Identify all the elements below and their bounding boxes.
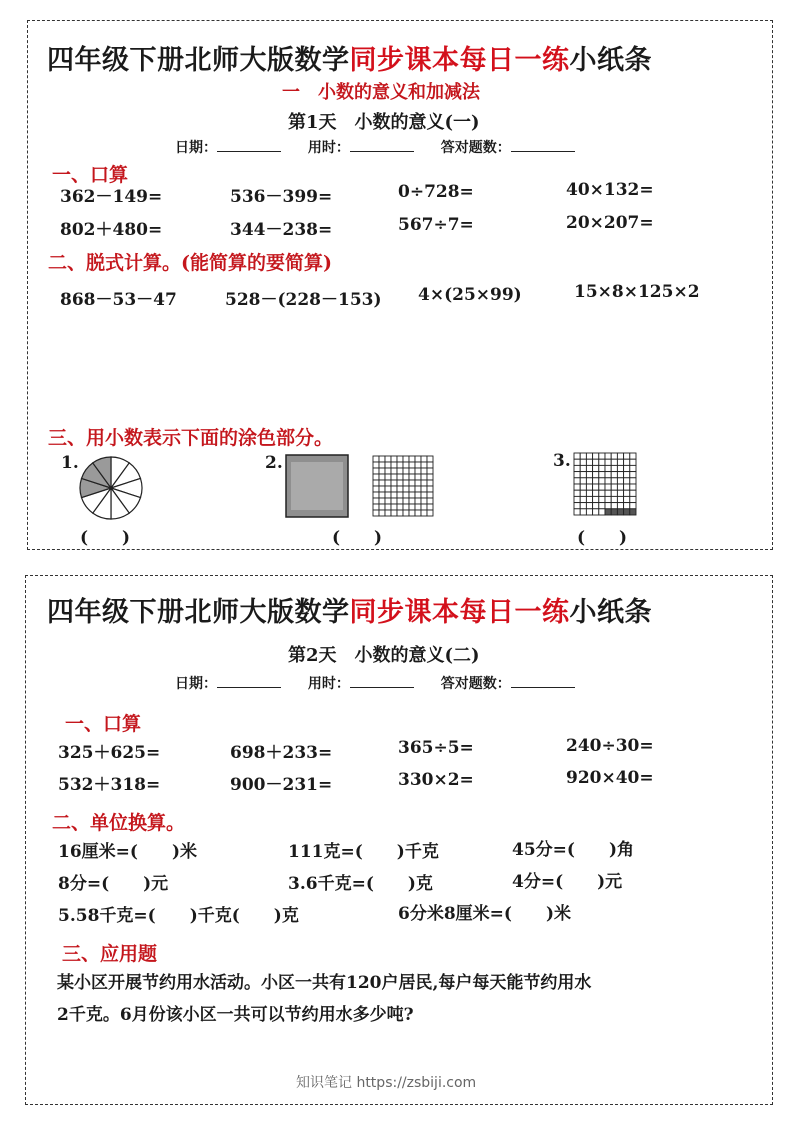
grid-cell [409, 492, 415, 498]
grid-cell [385, 468, 391, 474]
grid-cell [580, 453, 586, 459]
grid-cell [593, 496, 599, 502]
grid-cell [403, 480, 409, 486]
grid-cell [586, 453, 592, 459]
grid-cell [611, 465, 617, 471]
grid-cell [611, 490, 617, 496]
grid-cell [630, 484, 636, 490]
grid-cell [574, 459, 580, 465]
grid-cell [397, 510, 403, 516]
correct-count-label: 答对题数： [440, 676, 511, 692]
grid-cell [617, 465, 623, 471]
grid-cell [586, 509, 592, 515]
oral-problem: 532＋318= [58, 775, 161, 795]
oral-problem: 0÷728= [398, 182, 474, 202]
grid-cell [611, 459, 617, 465]
conversion-problem: 5.58千克=( )千克( )克 [58, 906, 299, 926]
grid-cell [379, 510, 385, 516]
conversion-problem: 8分=( )元 [58, 874, 169, 894]
grid-cell [593, 503, 599, 509]
fully-shaded-square-figure [285, 454, 349, 518]
grid-cell [385, 498, 391, 504]
grid-cell [605, 496, 611, 502]
grid-cell [611, 472, 617, 478]
grid-cell [630, 496, 636, 502]
time-blank[interactable] [350, 675, 414, 688]
grid-cell [605, 478, 611, 484]
grid-cell [599, 509, 605, 515]
figure-label-2: 2. [265, 453, 283, 473]
grid-cell [379, 492, 385, 498]
grid-cell [391, 456, 397, 462]
grid-cell [379, 498, 385, 504]
conversion-problem: 6分米8厘米=( )米 [398, 904, 571, 924]
grid-cell [593, 459, 599, 465]
grid-cell [605, 509, 611, 515]
grid-cell [403, 498, 409, 504]
grid-cell [611, 509, 617, 515]
oral-problem: 698＋233= [230, 743, 333, 763]
unit-title: 一 小数的意义和加减法 [282, 82, 480, 103]
grid-cell [599, 472, 605, 478]
grid-cell [593, 465, 599, 471]
day1-meta-row [175, 137, 575, 157]
grid-cell [605, 472, 611, 478]
grid-cell [373, 480, 379, 486]
conversion-problem: 16厘米=( )米 [58, 842, 197, 862]
grid-cell [624, 465, 630, 471]
word-problem-line-2: 2千克。6月份该小区一共可以节约用水多少吨? [57, 1005, 414, 1025]
grid-cell [605, 453, 611, 459]
grid-cell [586, 490, 592, 496]
grid-cell [403, 468, 409, 474]
grid-cell [391, 462, 397, 468]
stepwise-problem: 15×8×125×2 [574, 282, 700, 302]
grid-cell [574, 484, 580, 490]
grid-cell [421, 468, 427, 474]
oral-problem: 344－238= [230, 220, 333, 240]
oral-problem: 40×132= [566, 180, 654, 200]
oral-problem: 567÷7= [398, 215, 474, 235]
grid-cell [391, 468, 397, 474]
grid-cell [373, 510, 379, 516]
grid-cell [580, 472, 586, 478]
grid-cell [385, 486, 391, 492]
grid-cell [397, 492, 403, 498]
hundred-grid-figure [372, 455, 434, 517]
correct-count-blank[interactable] [511, 139, 575, 152]
grid-cell [630, 490, 636, 496]
grid-cell [427, 486, 433, 492]
grid-cell [630, 453, 636, 459]
stepwise-problem: 4×(25×99) [418, 285, 522, 305]
grid-cell [586, 503, 592, 509]
grid-cell [409, 510, 415, 516]
grid-cell [427, 462, 433, 468]
grid-cell [427, 468, 433, 474]
grid-cell [421, 492, 427, 498]
grid-cell [593, 490, 599, 496]
grid-cell [397, 468, 403, 474]
conversion-problem: 4分=( )元 [512, 872, 623, 892]
grid-cell [391, 510, 397, 516]
grid-cell [373, 462, 379, 468]
grid-cell [611, 496, 617, 502]
grid-cell [373, 456, 379, 462]
grid-cell [397, 480, 403, 486]
grid-cell [605, 484, 611, 490]
grid-cell [427, 492, 433, 498]
grid-cell [580, 484, 586, 490]
grid-cell [409, 474, 415, 480]
grid-cell [409, 498, 415, 504]
day1-title-red: 同步课本每日一练 [349, 45, 570, 76]
correct-count-blank[interactable] [511, 675, 575, 688]
grid-cell [427, 498, 433, 504]
grid-cell [580, 503, 586, 509]
grid-cell [415, 510, 421, 516]
grid-cell [599, 490, 605, 496]
grid-cell [391, 486, 397, 492]
grid-cell [574, 490, 580, 496]
grid-cell [624, 484, 630, 490]
grid-cell [421, 456, 427, 462]
grid-cell [599, 465, 605, 471]
grid-cell [630, 509, 636, 515]
grid-cell [397, 504, 403, 510]
oral-problem: 920×40= [566, 768, 654, 788]
grid-cell [617, 509, 623, 515]
grid-cell [385, 456, 391, 462]
grid-cell [415, 498, 421, 504]
date-label: 日期： [175, 140, 217, 156]
grid-cell [415, 480, 421, 486]
grid-cell [391, 492, 397, 498]
day1-title-black: 四年级下册北师大版数学 [47, 45, 350, 76]
grid-cell [385, 492, 391, 498]
grid-cell [391, 504, 397, 510]
time-blank[interactable] [350, 139, 414, 152]
oral-problem: 900－231= [230, 775, 333, 795]
grid-cell [403, 504, 409, 510]
grid-cell [421, 504, 427, 510]
grid-cell [379, 480, 385, 486]
grid-cell [403, 492, 409, 498]
grid-cell [379, 486, 385, 492]
conversion-problem: 111克=( )千克 [288, 842, 439, 862]
grid-cell [586, 496, 592, 502]
grid-cell [574, 472, 580, 478]
day1-lesson-title: 第1天 小数的意义(一) [288, 112, 480, 133]
grid-cell [624, 472, 630, 478]
grid-cell [373, 468, 379, 474]
grid-cell [373, 486, 379, 492]
grid-cell [617, 472, 623, 478]
grid-cell [415, 456, 421, 462]
grid-cell [611, 484, 617, 490]
grid-cell [403, 510, 409, 516]
grid-cell [611, 503, 617, 509]
grid-cell [373, 474, 379, 480]
grid-cell [624, 453, 630, 459]
grid-cell [373, 492, 379, 498]
grid-cell [391, 480, 397, 486]
grid-cell [427, 504, 433, 510]
day1-section-decimal-shading: 三、用小数表示下面的涂色部分。 [48, 427, 334, 449]
grid-cell [409, 504, 415, 510]
day1-header [47, 38, 652, 77]
grid-cell [409, 456, 415, 462]
oral-problem: 330×2= [398, 770, 474, 790]
grid-cell [385, 480, 391, 486]
figure-label-3: 3. [553, 451, 571, 471]
grid-cell [574, 478, 580, 484]
day2-header [47, 590, 652, 629]
footer-watermark: 知识笔记 https://zsbiji.com [296, 1075, 477, 1091]
grid-cell [385, 462, 391, 468]
grid-cell [385, 510, 391, 516]
grid-cell [379, 462, 385, 468]
grid-cell [624, 490, 630, 496]
oral-problem: 362－149= [60, 187, 163, 207]
oral-problem: 240÷30= [566, 736, 654, 756]
grid-cell [605, 465, 611, 471]
grid-cell [373, 504, 379, 510]
grid-cell [415, 492, 421, 498]
grid-cell [421, 486, 427, 492]
oral-problem: 536－399= [230, 187, 333, 207]
grid-cell [379, 474, 385, 480]
grid-cell [574, 503, 580, 509]
grid-cell [617, 484, 623, 490]
day2-title-tail: 小纸条 [569, 597, 652, 628]
time-label: 用时： [307, 140, 350, 156]
grid-cell [391, 498, 397, 504]
grid-cell [617, 490, 623, 496]
grid-cell [415, 468, 421, 474]
grid-cell [605, 490, 611, 496]
grid-cell [630, 465, 636, 471]
figure-label-1: 1. [61, 453, 79, 473]
grid-cell [379, 456, 385, 462]
grid-cell [611, 453, 617, 459]
grid-cell [617, 496, 623, 502]
grid-cell [409, 486, 415, 492]
answer-paren-1[interactable]: ( ) [80, 528, 131, 548]
grid-cell [427, 480, 433, 486]
grid-cell [403, 474, 409, 480]
grid-cell [599, 496, 605, 502]
grid-cell [574, 496, 580, 502]
day2-lesson-title: 第2天 小数的意义(二) [288, 645, 480, 666]
grid-cell [599, 478, 605, 484]
day2-title-black: 四年级下册北师大版数学 [47, 597, 350, 628]
grid-cell [580, 496, 586, 502]
day1-section-stepwise: 二、脱式计算。(能简算的要简算) [48, 252, 332, 274]
grid-cell [586, 472, 592, 478]
grid-cell [593, 478, 599, 484]
oral-problem: 802＋480= [60, 220, 163, 240]
shaded-circle-figure [78, 455, 144, 521]
grid-cell [409, 462, 415, 468]
grid-cell [409, 480, 415, 486]
grid-cell [593, 484, 599, 490]
grid-cell [403, 456, 409, 462]
grid-cell [611, 478, 617, 484]
grid-cell [397, 456, 403, 462]
answer-paren-3[interactable]: ( ) [577, 528, 628, 548]
grid-cell [415, 486, 421, 492]
grid-cell [421, 462, 427, 468]
grid-cell [403, 462, 409, 468]
grid-cell [605, 459, 611, 465]
grid-cell [415, 474, 421, 480]
grid-cell [373, 498, 379, 504]
grid-cell [379, 468, 385, 474]
time-label: 用时： [307, 676, 350, 692]
grid-cell [586, 465, 592, 471]
stepwise-problem: 528－(228－153) [225, 290, 382, 310]
grid-cell [617, 459, 623, 465]
grid-cell [421, 480, 427, 486]
grid-cell [580, 459, 586, 465]
day2-section-word-problem: 三、应用题 [62, 943, 158, 965]
grid-cell [586, 459, 592, 465]
grid-cell [421, 510, 427, 516]
grid-cell [599, 484, 605, 490]
grid-cell [421, 498, 427, 504]
grid-cell [574, 465, 580, 471]
grid-cell [385, 504, 391, 510]
day2-section-oral: 一、口算 [65, 713, 142, 735]
grid-cell [427, 456, 433, 462]
grid-cell [415, 504, 421, 510]
grid-cell [630, 503, 636, 509]
grid-cell [403, 486, 409, 492]
day1-title-tail: 小纸条 [569, 45, 652, 76]
hundred-grid-shaded-figure [573, 452, 637, 516]
oral-problem: 20×207= [566, 213, 654, 233]
grid-cell [574, 509, 580, 515]
grid-cell [617, 503, 623, 509]
day1-section-oral: 一、口算 [52, 164, 129, 186]
oral-problem: 325＋625= [58, 743, 161, 763]
grid-cell [593, 509, 599, 515]
conversion-problem: 45分=( )角 [512, 840, 634, 860]
grid-cell [397, 486, 403, 492]
grid-cell [624, 503, 630, 509]
grid-cell [617, 453, 623, 459]
grid-cell [593, 472, 599, 478]
date-label: 日期： [175, 676, 217, 692]
grid-cell [421, 474, 427, 480]
date-blank[interactable] [217, 139, 281, 152]
day2-title-red: 同步课本每日一练 [349, 597, 570, 628]
correct-count-label: 答对题数： [440, 140, 511, 156]
grid-cell [617, 478, 623, 484]
grid-cell [580, 490, 586, 496]
grid-cell [599, 503, 605, 509]
grid-cell [580, 465, 586, 471]
grid-cell [624, 509, 630, 515]
grid-cell [630, 459, 636, 465]
grid-cell [397, 462, 403, 468]
answer-paren-2[interactable]: ( ) [332, 528, 383, 548]
conversion-problem: 3.6千克=( )克 [288, 874, 433, 894]
grid-cell [385, 474, 391, 480]
grid-cell [630, 472, 636, 478]
grid-cell [379, 504, 385, 510]
grid-cell [397, 498, 403, 504]
grid-cell [599, 459, 605, 465]
grid-cell [574, 453, 580, 459]
grid-cell [599, 453, 605, 459]
grid-cell [427, 474, 433, 480]
grid-cell [409, 468, 415, 474]
grid-cell [580, 478, 586, 484]
grid-cell [624, 478, 630, 484]
grid-cell [427, 510, 433, 516]
grid-cell [586, 484, 592, 490]
day2-meta-row [175, 673, 575, 693]
grid-cell [624, 459, 630, 465]
grid-cell [580, 509, 586, 515]
oral-problem: 365÷5= [398, 738, 474, 758]
date-blank[interactable] [217, 675, 281, 688]
grid-cell [397, 474, 403, 480]
grid-cell [630, 478, 636, 484]
grid-cell [391, 474, 397, 480]
grid-cell [624, 496, 630, 502]
word-problem-line-1: 某小区开展节约用水活动。小区一共有120户居民,每户每天能节约用水 [57, 973, 592, 993]
grid-cell [586, 478, 592, 484]
grid-cell [593, 453, 599, 459]
grid-cell [605, 503, 611, 509]
stepwise-problem: 868－53－47 [60, 290, 177, 310]
day2-section-unit-conversion: 二、单位换算。 [52, 812, 186, 834]
grid-cell [415, 462, 421, 468]
